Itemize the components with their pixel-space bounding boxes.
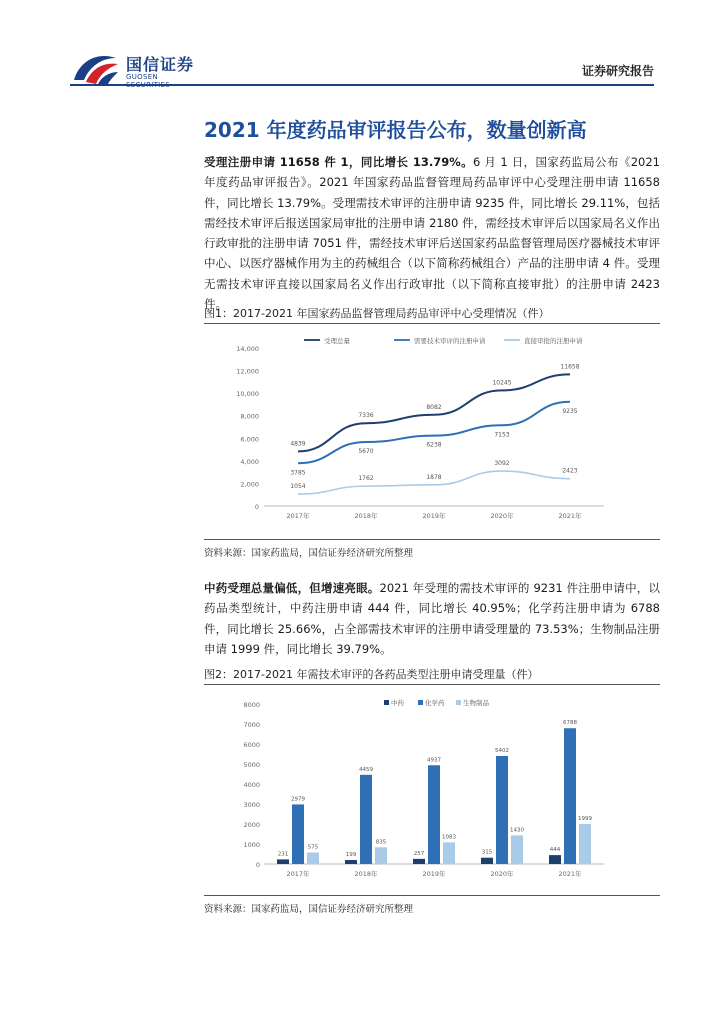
legend-swatch bbox=[456, 700, 461, 705]
data-label: 3092 bbox=[494, 460, 510, 468]
x-tick-label: 2017年 bbox=[286, 512, 310, 520]
bar bbox=[277, 859, 289, 864]
data-label: 2979 bbox=[291, 796, 305, 803]
x-tick-label: 2019年 bbox=[422, 512, 446, 520]
figure-2-bottom-rule bbox=[204, 895, 660, 896]
y-tick-label: 0 bbox=[255, 861, 260, 869]
page-header bbox=[0, 0, 724, 100]
y-tick-label: 10,000 bbox=[236, 390, 259, 399]
data-label: 4937 bbox=[427, 757, 441, 764]
x-tick-label: 2019年 bbox=[422, 870, 446, 878]
section-title: 2021 年度药品审评报告公布，数量创新高 bbox=[204, 118, 587, 142]
x-tick-label: 2017年 bbox=[286, 870, 310, 878]
series-line bbox=[298, 374, 570, 451]
legend-label: 化学药 bbox=[425, 699, 445, 707]
figure-1-caption: 图1：2017-2021 年国家药品监督管理局药品审评中心受理情况（件） bbox=[204, 307, 550, 320]
figure-2-caption: 图2：2017-2021 年需技术审评的各药品类型注册申请受理量（件） bbox=[204, 668, 539, 681]
data-label: 5670 bbox=[358, 448, 374, 456]
data-label: 257 bbox=[413, 850, 425, 857]
data-label: 1083 bbox=[442, 834, 456, 841]
bar bbox=[360, 775, 372, 864]
data-label: 6238 bbox=[426, 441, 442, 449]
bar bbox=[564, 728, 576, 864]
x-tick-label: 2020年 bbox=[490, 512, 514, 520]
data-label: 1762 bbox=[358, 475, 374, 483]
data-label: 7153 bbox=[494, 431, 510, 439]
bar bbox=[307, 853, 319, 865]
y-tick-label: 6,000 bbox=[240, 435, 259, 444]
figure-1-source: 资料来源：国家药监局，国信证券经济研究所整理 bbox=[204, 548, 414, 559]
x-tick-label: 2021年 bbox=[558, 512, 582, 520]
bar bbox=[443, 842, 455, 864]
y-tick-label: 3000 bbox=[243, 801, 260, 809]
data-label: 575 bbox=[307, 844, 319, 851]
figure-1-top-rule bbox=[204, 323, 660, 324]
figure-1-line-chart bbox=[204, 328, 660, 528]
bar bbox=[496, 756, 508, 864]
data-label: 1054 bbox=[290, 483, 306, 491]
y-tick-label: 12,000 bbox=[236, 367, 259, 376]
data-label: 231 bbox=[277, 851, 289, 858]
logo-text-cn: 国信证券 bbox=[126, 55, 195, 74]
data-label: 9235 bbox=[562, 407, 578, 415]
bar bbox=[375, 847, 387, 864]
paragraph-2-body: 2021 年受理的需技术审评的 9231 件注册申请中，以药品类型统计，中药注册申请 444 件，同比增长 40.95%；化学药注册申请为 6788 件，同比增长 25.66%，占全部需技术审评的注册申请受理量的 73.53%；生物制品注册申请 1999 件，同比增长 39.79%。 bbox=[204, 581, 660, 656]
y-tick-label: 5000 bbox=[243, 761, 260, 769]
header-divider bbox=[70, 84, 654, 86]
bar bbox=[511, 835, 523, 864]
figure-1-bottom-rule bbox=[204, 539, 660, 540]
data-label: 1878 bbox=[426, 473, 442, 481]
y-tick-label: 4000 bbox=[243, 781, 260, 789]
data-label: 1999 bbox=[578, 816, 592, 823]
y-tick-label: 2000 bbox=[243, 821, 260, 829]
y-tick-label: 0 bbox=[254, 503, 259, 511]
data-label: 3785 bbox=[290, 469, 306, 477]
legend-swatch bbox=[418, 700, 423, 705]
figure-2-bar-chart bbox=[204, 688, 660, 888]
data-label: 7336 bbox=[358, 412, 374, 420]
x-tick-label: 2021年 bbox=[558, 870, 582, 878]
legend-label: 直接审批的注册申请 bbox=[524, 337, 583, 345]
paragraph-1-lead: 受理注册申请 11658 件 1，同比增长 13.79%。 bbox=[204, 155, 474, 169]
data-label: 11658 bbox=[560, 363, 580, 371]
data-label: 10245 bbox=[492, 379, 512, 387]
guosen-logo-icon bbox=[72, 50, 120, 86]
legend-label: 生物制品 bbox=[463, 699, 489, 707]
document-type: 证券研究报告 bbox=[581, 64, 654, 78]
bar bbox=[345, 860, 357, 864]
bar bbox=[579, 824, 591, 864]
data-label: 5402 bbox=[495, 747, 509, 754]
data-label: 444 bbox=[549, 847, 561, 854]
y-tick-label: 2,000 bbox=[240, 480, 259, 489]
data-label: 6788 bbox=[563, 720, 577, 727]
x-tick-label: 2018年 bbox=[354, 512, 378, 520]
y-tick-label: 1000 bbox=[243, 841, 260, 849]
data-label: 2423 bbox=[562, 467, 578, 475]
y-tick-label: 8000 bbox=[243, 701, 260, 709]
data-label: 4839 bbox=[290, 440, 306, 448]
paragraph-1-body: 6 月 1 日，国家药监局公布《2021 年度药品审评报告》。2021 年国家药品监督管理局药品审评中心受理注册申请 11658 件，同比增长 13.79%。受理需技术审评的注册申请 9235 件，同比增长 29.11%，包括需经技术审评后报送国家局审批的注册申请 2180 件，需经技术审评后以国家局名义作出行政审批的注册申请 7051 件，需经技术审评后送国家药品监督管理局医疗器械技术审评中心、以医疗器械作用为主的药械组合（以下简称药械组合）产品的注册申请 4 件。受理无需技术审评直接以国家局名义作出行政审批（以下简称直接审批）的注册申请 2423 件。 bbox=[204, 155, 660, 312]
figure-2-top-rule bbox=[204, 684, 660, 685]
bar bbox=[549, 855, 561, 864]
x-tick-label: 2020年 bbox=[490, 870, 514, 878]
legend-label: 中药 bbox=[391, 699, 404, 707]
data-label: 8082 bbox=[426, 403, 442, 411]
bar bbox=[413, 859, 425, 864]
data-label: 315 bbox=[481, 849, 493, 856]
y-tick-label: 6000 bbox=[243, 741, 260, 749]
data-label: 4459 bbox=[359, 766, 373, 773]
paragraph-1 bbox=[204, 152, 660, 314]
data-label: 199 bbox=[345, 852, 357, 859]
legend-swatch bbox=[384, 700, 389, 705]
y-tick-label: 7000 bbox=[243, 721, 260, 729]
paragraph-2 bbox=[204, 578, 660, 659]
logo-text-en: GUOSEN bbox=[126, 73, 158, 81]
y-tick-label: 4,000 bbox=[240, 457, 259, 466]
company-logo bbox=[72, 48, 202, 88]
y-tick-label: 8,000 bbox=[240, 412, 259, 421]
paragraph-2-lead: 中药受理总量偏低，但增速亮眼。 bbox=[204, 581, 380, 595]
legend-label: 受理总量 bbox=[324, 337, 350, 345]
bar bbox=[292, 804, 304, 864]
legend-label: 需要技术审评的注册申请 bbox=[414, 337, 486, 345]
data-label: 1430 bbox=[510, 827, 524, 834]
data-label: 835 bbox=[375, 839, 387, 846]
figure-2-source: 资料来源：国家药监局，国信证券经济研究所整理 bbox=[204, 904, 414, 915]
bar bbox=[428, 765, 440, 864]
bar bbox=[481, 858, 493, 864]
x-tick-label: 2018年 bbox=[354, 870, 378, 878]
y-tick-label: 14,000 bbox=[236, 345, 259, 353]
